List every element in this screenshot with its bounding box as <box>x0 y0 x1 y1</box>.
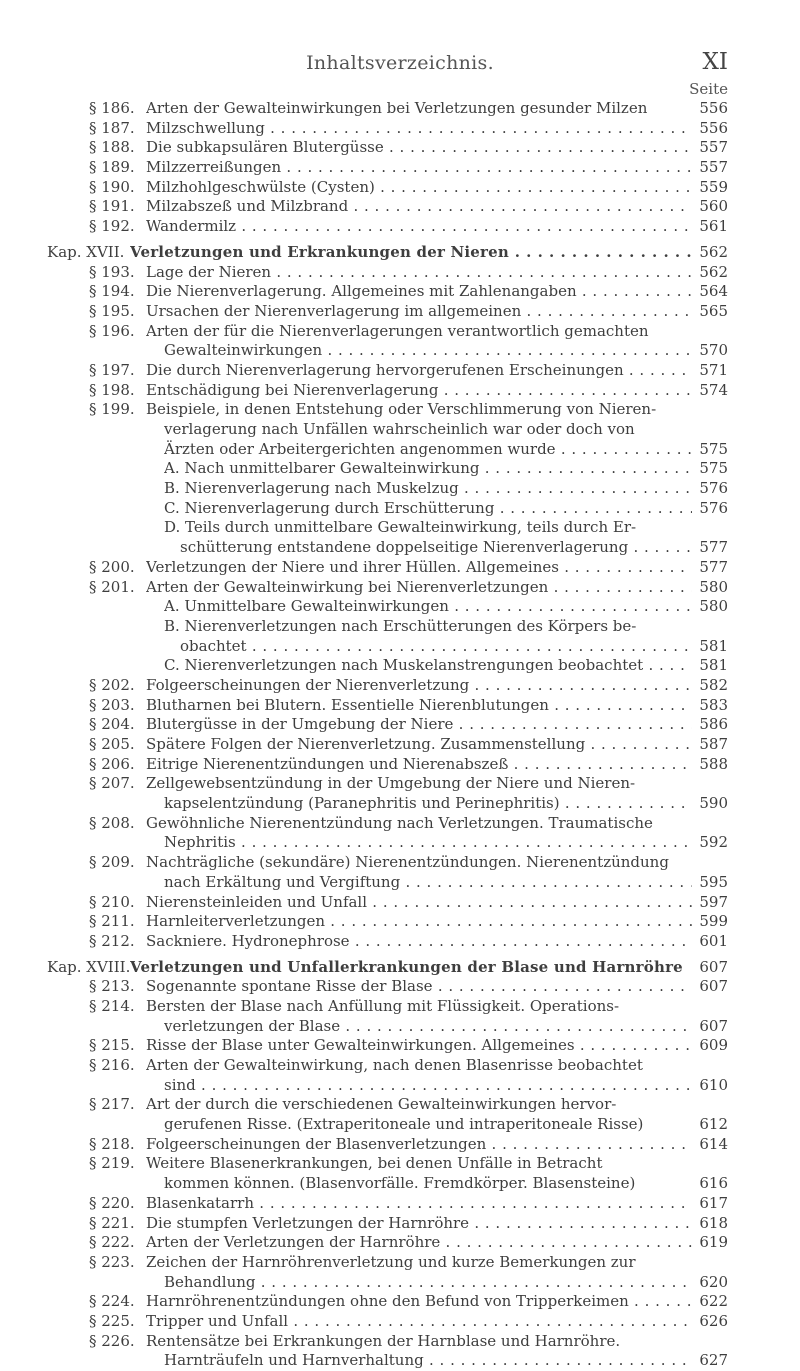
entry-title: Behandlung . . . <box>164 1273 692 1293</box>
section-number: § 213. <box>89 977 135 996</box>
page-reference: 576 <box>695 479 728 499</box>
entry-title: Milzzerreißungen . . . <box>146 158 692 178</box>
entry-title: kommen können. (Blasenvorfälle. Fremdkörper. Blasensteine) <box>164 1174 636 1193</box>
page-reference: 560 <box>695 197 728 217</box>
toc-entry <box>0 158 800 178</box>
toc-entry <box>0 322 800 342</box>
toc-chapter-row <box>0 958 800 978</box>
page-reference: 590 <box>695 794 728 814</box>
page-reference: 618 <box>695 1214 728 1234</box>
entry-title: Ärzten oder Arbeitergerichten angenommen wurde . . . <box>164 440 692 460</box>
section-number: § 215. <box>89 1036 135 1055</box>
page-reference: 562 <box>695 243 728 263</box>
toc-entry <box>0 459 800 479</box>
toc-entry <box>0 518 800 538</box>
section-number: § 193. <box>89 262 135 281</box>
toc-entry <box>0 637 800 657</box>
page-reference: 587 <box>695 735 728 755</box>
entry-title: Blutergüsse in der Umgebung der Niere . . . <box>146 715 692 735</box>
section-number: § 209. <box>89 853 135 872</box>
toc-entry <box>0 1095 800 1115</box>
section-number: § 225. <box>89 1311 135 1330</box>
toc-entry <box>0 381 800 401</box>
toc-entry <box>0 932 800 952</box>
entry-title: Eitrige Nierenentzündungen und Nierenabszeß . . . <box>146 755 692 775</box>
entry-title: Nachträgliche (sekundäre) Nierenentzündungen. Nierenentzündung <box>146 853 669 872</box>
toc-entry <box>0 138 800 158</box>
entry-title: Folgeerscheinungen der Blasenverletzungen . . . <box>146 1135 692 1155</box>
entry-title: Verletzungen der Niere und ihrer Hüllen. Allgemeines . . . <box>146 558 692 578</box>
page-reference: 610 <box>695 1076 728 1096</box>
toc-entry <box>0 420 800 440</box>
toc-entry <box>0 1154 800 1174</box>
page-reference: 586 <box>695 715 728 735</box>
page-reference: 614 <box>695 1135 728 1155</box>
page-column-label: Seite <box>689 80 728 98</box>
section-number: § 195. <box>89 301 135 320</box>
toc-entry <box>0 1332 800 1352</box>
page-header <box>0 49 800 82</box>
toc-entry <box>0 833 800 853</box>
section-number: § 223. <box>89 1252 135 1271</box>
toc-entry <box>0 217 800 237</box>
section-number: § 194. <box>89 282 135 301</box>
toc-entry <box>0 814 800 834</box>
page-reference: 616 <box>695 1174 728 1194</box>
entry-title: Harnröhrenentzündungen ohne den Befund von Tripperkeimen . . . <box>146 1292 692 1312</box>
entry-title: C. Nierenverlagerung durch Erschütterung . . . <box>164 499 692 519</box>
section-number: § 208. <box>89 813 135 832</box>
toc-entry <box>0 755 800 775</box>
page-reference: 562 <box>695 263 728 283</box>
entry-title: A. Nach unmittelbarer Gewalteinwirkung . . . <box>164 459 692 479</box>
section-number: § 220. <box>89 1193 135 1212</box>
section-number: § 221. <box>89 1213 135 1232</box>
section-number: § 226. <box>89 1331 135 1350</box>
page-reference: 597 <box>695 893 728 913</box>
section-number: § 196. <box>89 321 135 340</box>
toc-entry <box>0 263 800 283</box>
toc-entry <box>0 479 800 499</box>
section-number: § 190. <box>89 177 135 196</box>
entry-title: Sackniere. Hydronephrose . . . <box>146 932 692 952</box>
entry-title: Arten der Verletzungen der Harnröhre . . . <box>146 1233 692 1253</box>
entry-title: Arten der Gewalteinwirkung, nach denen Blasenrisse beobachtet <box>146 1056 643 1074</box>
toc-entry <box>0 656 800 676</box>
section-number: § 197. <box>89 360 135 379</box>
section-number: § 200. <box>89 557 135 576</box>
page-reference: 622 <box>695 1292 728 1312</box>
page-reference: 571 <box>695 361 728 381</box>
entry-title: verletzungen der Blase . . . <box>164 1017 692 1037</box>
entry-title: Weitere Blasenerkrankungen, bei denen Unfälle in Betracht <box>146 1154 603 1173</box>
toc-entry <box>0 119 800 139</box>
chapter-title: Verletzungen und Erkrankungen der Nieren . . . <box>130 243 692 263</box>
section-number: § 192. <box>89 217 135 236</box>
page-reference: 619 <box>695 1233 728 1253</box>
toc-entry <box>0 1273 800 1293</box>
entry-title: Bersten der Blase nach Anfüllung mit Flüssigkeit. Operations- <box>146 996 620 1015</box>
page-number: XI <box>702 49 728 75</box>
section-number: § 188. <box>89 138 135 157</box>
toc-entry <box>0 873 800 893</box>
toc-entry <box>0 794 800 814</box>
entry-title: Arten der Gewalteinwirkung bei Nierenverletzungen . . . <box>146 578 692 598</box>
page-reference: 609 <box>695 1036 728 1056</box>
page-reference: 607 <box>695 977 728 997</box>
entry-title: Gewöhnliche Nierenentzündung nach Verletzungen. Traumatische <box>146 813 653 832</box>
entry-title: Milzhohlgeschwülste (Cysten) . . . <box>146 178 692 198</box>
entry-title: verlagerung nach Unfällen wahrscheinlich war oder doch von <box>164 420 635 438</box>
page-reference: 627 <box>695 1351 728 1371</box>
toc-entry <box>0 735 800 755</box>
page-reference: 581 <box>695 656 728 676</box>
page-reference: 620 <box>695 1273 728 1293</box>
toc-entry <box>0 282 800 302</box>
running-title: Inhaltsverzeichnis. <box>306 52 494 74</box>
entry-title: Die subkapsulären Blutergüsse . . . <box>146 138 692 158</box>
toc-entry <box>0 197 800 217</box>
page-reference: 556 <box>695 119 728 139</box>
toc-entry <box>0 977 800 997</box>
page-reference: 580 <box>695 578 728 598</box>
toc-entry <box>0 341 800 361</box>
page-reference: 581 <box>695 637 728 657</box>
table-of-contents <box>0 99 800 1371</box>
entry-title: Gewalteinwirkungen . . . <box>164 341 692 361</box>
section-number: § 216. <box>89 1056 135 1074</box>
section-number: § 198. <box>89 380 135 399</box>
section-number: § 206. <box>89 754 135 773</box>
page-reference: 565 <box>695 302 728 322</box>
section-number: § 205. <box>89 735 135 753</box>
section-number: § 218. <box>89 1134 135 1153</box>
toc-entry <box>0 1115 800 1135</box>
page-reference: 607 <box>695 958 728 978</box>
toc-entry <box>0 1135 800 1155</box>
entry-title: nach Erkältung und Vergiftung . . . <box>164 873 692 893</box>
chapter-number: Kap. XVII. <box>47 242 125 261</box>
toc-entry <box>0 893 800 913</box>
entry-title: Nierensteinleiden und Unfall . . . <box>146 893 692 913</box>
entry-title: Folgeerscheinungen der Nierenverletzung . . . <box>146 676 692 696</box>
entry-title: obachtet . . . <box>180 637 692 657</box>
section-number: § 211. <box>89 912 135 931</box>
entry-title: Harnträufeln und Harnverhaltung . . . <box>164 1351 692 1371</box>
section-number: § 189. <box>89 158 135 177</box>
toc-entry <box>0 99 800 119</box>
toc-entry <box>0 558 800 578</box>
section-number: § 201. <box>89 577 135 596</box>
toc-entry <box>0 400 800 420</box>
page-reference: 556 <box>695 99 728 119</box>
toc-entry <box>0 617 800 637</box>
toc-entry <box>0 440 800 460</box>
section-number: § 224. <box>89 1292 135 1311</box>
page-reference: 592 <box>695 833 728 853</box>
toc-entry <box>0 361 800 381</box>
toc-entry <box>0 774 800 794</box>
page-reference: 607 <box>695 1017 728 1037</box>
entry-title: C. Nierenverletzungen nach Muskelanstrengungen beobachtet . . . <box>164 656 692 676</box>
section-number: § 191. <box>89 197 135 216</box>
entry-title: Die Nierenverlagerung. Allgemeines mit Zahlenangaben . . . <box>146 282 692 302</box>
page-reference: 564 <box>695 282 728 302</box>
entry-title: B. Nierenverletzungen nach Erschütterungen des Körpers be- <box>164 616 637 635</box>
chapter-number: Kap. XVIII. <box>47 957 131 976</box>
toc-entry <box>0 1036 800 1056</box>
toc-entry <box>0 1214 800 1234</box>
toc-entry <box>0 1292 800 1312</box>
page-reference: 582 <box>695 676 728 696</box>
toc-entry <box>0 597 800 617</box>
section-number: § 203. <box>89 695 135 714</box>
section-number: § 186. <box>89 99 135 117</box>
section-number: § 212. <box>89 931 135 950</box>
toc-entry <box>0 1194 800 1214</box>
page-reference: 588 <box>695 755 728 775</box>
entry-title: Arten der für die Nierenverlagerungen verantwortlich gemachten <box>146 321 649 340</box>
toc-entry <box>0 1233 800 1253</box>
toc-entry <box>0 302 800 322</box>
toc-entry <box>0 1174 800 1194</box>
page-reference: 576 <box>695 499 728 519</box>
entry-title: Art der durch die verschiedenen Gewalteinwirkungen hervor- <box>146 1095 617 1114</box>
toc-entry <box>0 1017 800 1037</box>
section-number: § 214. <box>89 996 135 1015</box>
entry-title: A. Unmittelbare Gewalteinwirkungen . . . <box>164 597 692 617</box>
toc-entry <box>0 1076 800 1096</box>
page-reference: 617 <box>695 1194 728 1214</box>
section-number: § 210. <box>89 892 135 911</box>
chapter-title: Verletzungen und Unfallerkrankungen der Blase und Harnröhre <box>130 957 683 976</box>
entry-title: Ursachen der Nierenverlagerung im allgemeinen . . . <box>146 302 692 322</box>
section-number: § 199. <box>89 400 135 419</box>
page-reference: 561 <box>695 217 728 237</box>
entry-title: gerufenen Risse. (Extraperitoneale und intraperitoneale Risse) <box>164 1115 644 1134</box>
page-reference: 595 <box>695 873 728 893</box>
toc-entry <box>0 676 800 696</box>
entry-title: Harnleiterverletzungen . . . <box>146 912 692 932</box>
page-reference: 612 <box>695 1115 728 1135</box>
entry-title: B. Nierenverlagerung nach Muskelzug . . . <box>164 479 692 499</box>
toc-entry <box>0 997 800 1017</box>
toc-entry <box>0 696 800 716</box>
page-reference: 575 <box>695 459 728 479</box>
page-reference: 557 <box>695 138 728 158</box>
page-reference: 577 <box>695 558 728 578</box>
entry-title: Tripper und Unfall . . . <box>146 1312 692 1332</box>
section-number: § 187. <box>89 118 135 137</box>
toc-entry <box>0 1253 800 1273</box>
entry-title: Beispiele, in denen Entstehung oder Verschlimmerung von Nieren- <box>146 400 657 419</box>
toc-entry <box>0 1312 800 1332</box>
section-number: § 207. <box>89 774 135 793</box>
entry-title: Risse der Blase unter Gewalteinwirkungen. Allgemeines . . . <box>146 1036 692 1056</box>
entry-title: Zellgewebsentzündung in der Umgebung der Niere und Nieren- <box>146 774 636 793</box>
entry-title: kapselentzündung (Paranephritis und Perinephritis) . . . <box>164 794 692 814</box>
entry-title: Spätere Folgen der Nierenverletzung. Zusammenstellung . . . <box>146 735 692 755</box>
toc-entry <box>0 1056 800 1076</box>
section-number: § 202. <box>89 675 135 694</box>
page-reference: 601 <box>695 932 728 952</box>
page-reference: 626 <box>695 1312 728 1332</box>
entry-title: Nephritis . . . <box>164 833 692 853</box>
toc-entry <box>0 853 800 873</box>
entry-title: Sogenannte spontane Risse der Blase . . . <box>146 977 692 997</box>
entry-title: Blasenkatarrh . . . <box>146 1194 692 1214</box>
toc-entry <box>0 499 800 519</box>
entry-title: Entschädigung bei Nierenverlagerung . . . <box>146 381 692 401</box>
section-number: § 219. <box>89 1154 135 1173</box>
toc-entry <box>0 1351 800 1371</box>
page-reference: 580 <box>695 597 728 617</box>
page-reference: 575 <box>695 440 728 460</box>
entry-title: Lage der Nieren . . . <box>146 263 692 283</box>
toc-entry <box>0 178 800 198</box>
section-number: § 222. <box>89 1233 135 1252</box>
page-reference: 574 <box>695 381 728 401</box>
page-reference: 599 <box>695 912 728 932</box>
section-number: § 204. <box>89 715 135 734</box>
page-reference: 559 <box>695 178 728 198</box>
toc-entry <box>0 912 800 932</box>
page-reference: 557 <box>695 158 728 178</box>
entry-title: Zeichen der Harnröhrenverletzung und kurze Bemerkungen zur <box>146 1252 636 1271</box>
page-reference: 577 <box>695 538 728 558</box>
entry-title: schütterung entstandene doppelseitige Nierenverlagerung . . . <box>180 538 692 558</box>
entry-title: Die stumpfen Verletzungen der Harnröhre . . . <box>146 1214 692 1234</box>
toc-entry <box>0 538 800 558</box>
entry-title: Arten der Gewalteinwirkungen bei Verletzungen gesunder Milzen <box>146 99 648 117</box>
section-number: § 217. <box>89 1095 135 1114</box>
entry-title: Milzschwellung . . . <box>146 119 692 139</box>
entry-title: Wandermilz . . . <box>146 217 692 237</box>
entry-title: Blutharnen bei Blutern. Essentielle Nierenblutungen . . . <box>146 696 692 716</box>
toc-entry <box>0 715 800 735</box>
toc-entry <box>0 578 800 598</box>
entry-title: Milzabszeß und Milzbrand . . . <box>146 197 692 217</box>
page-reference: 583 <box>695 696 728 716</box>
entry-title: Rentensätze bei Erkrankungen der Harnblase und Harnröhre. <box>146 1331 621 1350</box>
entry-title: Die durch Nierenverlagerung hervorgerufenen Erscheinungen . . . <box>146 361 692 381</box>
entry-title: sind . . . <box>164 1076 692 1096</box>
toc-chapter-row <box>0 243 800 263</box>
page-reference: 570 <box>695 341 728 361</box>
entry-title: D. Teils durch unmittelbare Gewalteinwirkung, teils durch Er- <box>164 518 637 537</box>
